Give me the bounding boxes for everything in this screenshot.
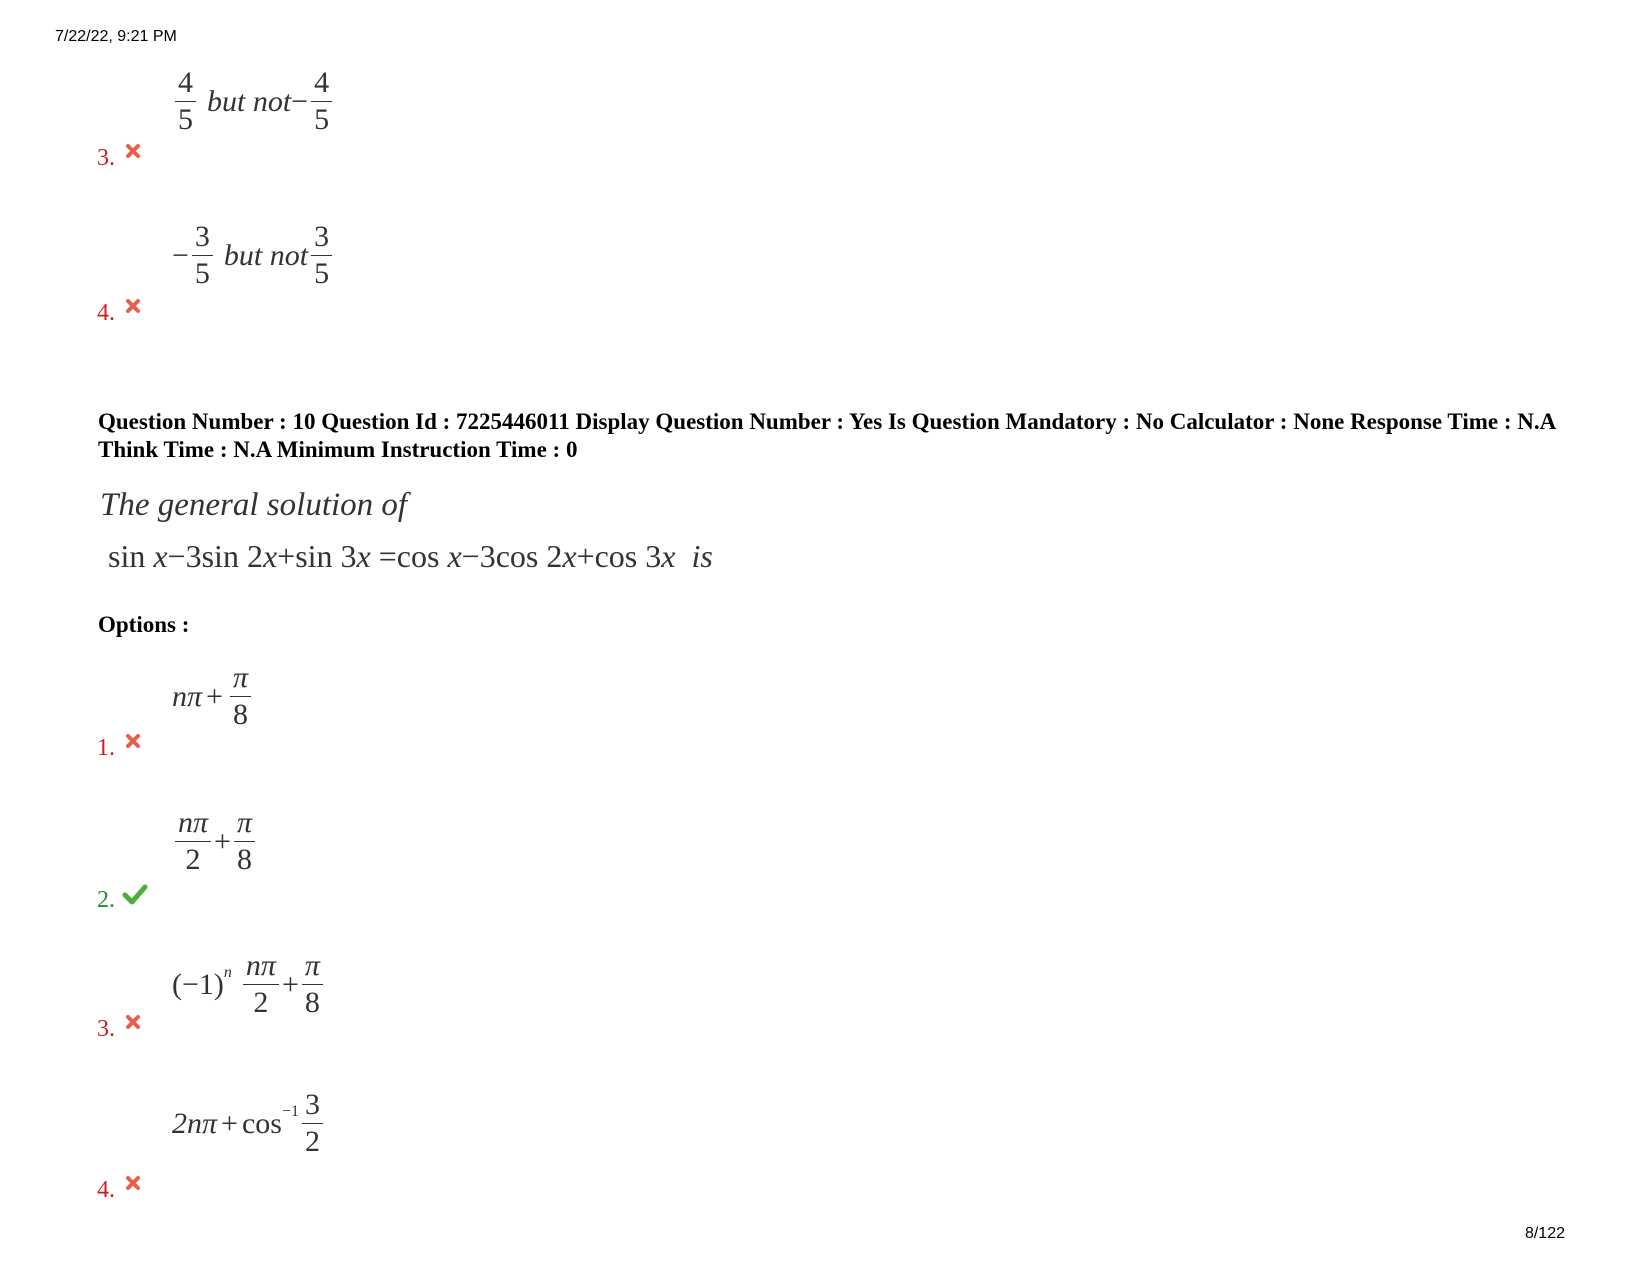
- option-3-number: 3.: [97, 1016, 115, 1042]
- prev-option-4-number: 4.: [97, 300, 115, 326]
- math-func: sin: [108, 538, 146, 574]
- math-operator: −: [461, 538, 480, 574]
- math-operator: =: [378, 538, 397, 574]
- question-equation: [108, 538, 713, 575]
- fraction-denominator: 5: [178, 103, 193, 136]
- fraction-denominator: 5: [314, 103, 330, 136]
- page-number: 8/122: [1524, 1225, 1565, 1242]
- math-exponent: n: [223, 963, 232, 981]
- math-var: x: [447, 538, 462, 574]
- math-func: sin: [201, 538, 239, 574]
- math-operator: +: [281, 967, 299, 1001]
- option-4-number: 4.: [97, 1177, 115, 1203]
- fraction-denominator: 8: [236, 843, 252, 876]
- cross-icon: [125, 143, 141, 159]
- fraction-numerator: 3: [302, 1090, 323, 1124]
- math-exponent: −1: [281, 1102, 299, 1120]
- option-1-number: 1.: [97, 735, 115, 761]
- cross-icon: [125, 733, 141, 749]
- print-timestamp: 7/22/22, 9:21 PM: [55, 28, 177, 45]
- fraction-denominator: 5: [194, 257, 210, 290]
- fraction-denominator: 2: [304, 1125, 320, 1158]
- option-1-math: [172, 663, 254, 730]
- math-var: x: [356, 538, 371, 574]
- math-func: cos: [241, 1106, 282, 1140]
- cross-icon: [125, 1175, 141, 1191]
- math-operator: +: [576, 538, 595, 574]
- fraction-numerator: nπ: [243, 951, 279, 985]
- math-var: x: [262, 538, 278, 574]
- options-label: Options :: [98, 612, 190, 637]
- fraction-numerator: 3: [192, 222, 213, 256]
- option-2-math: [172, 808, 258, 875]
- option-3-math: [172, 951, 326, 1018]
- math-number: 2: [546, 538, 563, 574]
- math-number: 2: [246, 538, 263, 574]
- fraction-numerator: nπ: [175, 808, 211, 842]
- question-metadata: Question Number : 10 Question Id : 7225446011 Display Question Number : Yes Is Question Mandatory : No Calculator : None Response Time : N.A Think Time : N.A Minimum Instruction Time : 0: [98, 409, 1555, 462]
- fraction-denominator: 2: [185, 843, 201, 876]
- fraction-numerator: π: [234, 808, 255, 842]
- math-var: x: [562, 538, 577, 574]
- math-operator: +: [277, 538, 296, 574]
- prev-option-3-number: 3.: [97, 145, 115, 171]
- math-operator: +: [206, 679, 223, 713]
- math-func: cos: [495, 538, 539, 574]
- math-var: x: [153, 538, 168, 574]
- math-number: 3: [645, 538, 662, 574]
- fraction-denominator: 5: [314, 257, 330, 290]
- math-operator: −: [291, 84, 309, 118]
- fraction-numerator: 4: [311, 68, 332, 102]
- fraction-numerator: π: [302, 951, 323, 985]
- math-var: x: [661, 538, 676, 574]
- math-operator: +: [221, 1106, 238, 1140]
- math-func: cos: [396, 538, 440, 574]
- math-func: sin: [295, 538, 333, 574]
- math-var: 2nπ: [172, 1106, 218, 1140]
- prev-option-4-math: [172, 222, 335, 289]
- math-text: is: [691, 538, 713, 574]
- math-func: cos: [594, 538, 638, 574]
- math-text: but not: [207, 84, 292, 118]
- option-2-number: 2.: [97, 887, 115, 913]
- check-icon: [122, 883, 148, 905]
- math-operator: −: [167, 538, 186, 574]
- math-var: nπ: [172, 679, 203, 713]
- fraction-numerator: 4: [175, 68, 196, 102]
- question-text: The general solution of: [100, 487, 408, 523]
- fraction-numerator: 3: [311, 222, 332, 256]
- cross-icon: [125, 298, 141, 314]
- math-text: but not: [223, 238, 309, 272]
- math-number: 3: [185, 538, 202, 574]
- fraction-denominator: 8: [232, 698, 248, 731]
- fraction-denominator: 2: [253, 986, 269, 1019]
- math-operator: +: [214, 824, 231, 858]
- math-number: 3: [479, 538, 496, 574]
- math-number: 3: [340, 538, 357, 574]
- fraction-denominator: 8: [304, 986, 320, 1019]
- prev-option-3-math: [172, 68, 335, 135]
- math-operator: −: [172, 238, 189, 272]
- math-group: (−1): [172, 967, 224, 1001]
- option-4-math: [172, 1090, 326, 1157]
- fraction-numerator: π: [230, 663, 251, 697]
- cross-icon: [125, 1014, 141, 1030]
